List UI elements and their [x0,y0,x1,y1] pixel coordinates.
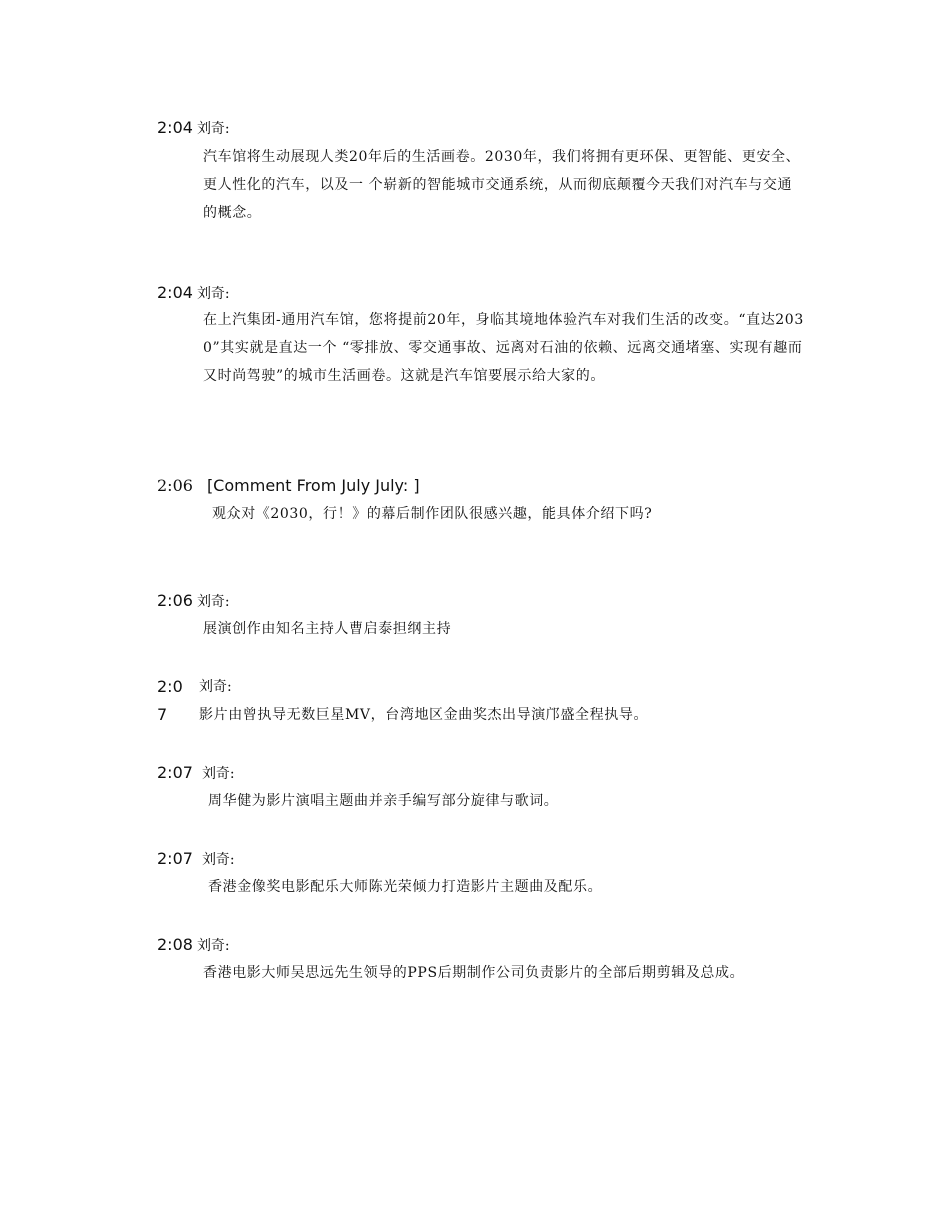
message-text: 影片由曾执导无数巨星MV，台湾地区金曲奖杰出导演邝盛全程执导。 [199,707,649,723]
speaker-name: 刘奇: [201,852,235,868]
speaker-name: 刘奇: [196,594,230,610]
speaker-name: 刘奇: [196,286,230,302]
message-text: 汽车馆将生动展现人类20年后的生活画卷。2030年，我们将拥有更环保、更智能、更安全、更人性化的汽车，以及一 个崭新的智能城市交通系统，从而彻底颠覆今天我们对汽车与交通的概念。 [203,149,801,221]
timestamp: 2:04 [157,118,193,137]
timestamp: 2:07 [157,763,193,782]
speaker-name: 刘奇: [196,121,230,137]
timestamp-continued: 7 [157,705,168,724]
timestamp: 2:04 [157,283,193,302]
message-text: 展演创作由知名主持人曹启泰担纲主持 [203,621,452,637]
message-text: 在上汽集团-通用汽车馆，您将提前20年，身临其境地体验汽车对我们生活的改变。“直达2030”其实就是直达一个 “零排放、零交通事故、远离对石油的依赖、远离交通堵塞、实现有趣而又时尚驾驶”的城市生活画卷。这就是汽车馆要展示给大家的。 [203,312,804,384]
message-text: 观众对《2030，行！》的幕后制作团队很感兴趣，能具体介绍下吗? [212,506,653,522]
timestamp: 2:06 [157,591,193,610]
timestamp: 2:07 [157,849,193,868]
timestamp: 2:08 [157,935,193,954]
speaker-name: 刘奇: [199,679,232,695]
speaker-name: 刘奇: [201,766,235,782]
message-text: 香港电影大师吴思远先生领导的PPS后期制作公司负责影片的全部后期剪辑及总成。 [203,965,745,981]
comment-header: [Comment From July July: ] [206,476,420,495]
message-text: 周华健为影片演唱主题曲并亲手编写部分旋律与歌词。 [208,793,559,809]
message-text: 香港金像奖电影配乐大师陈光荣倾力打造影片主题曲及配乐。 [208,879,603,895]
speaker-name: 刘奇: [196,938,230,954]
timestamp: 2:06 [157,476,193,495]
timestamp: 2:0 [157,677,183,696]
